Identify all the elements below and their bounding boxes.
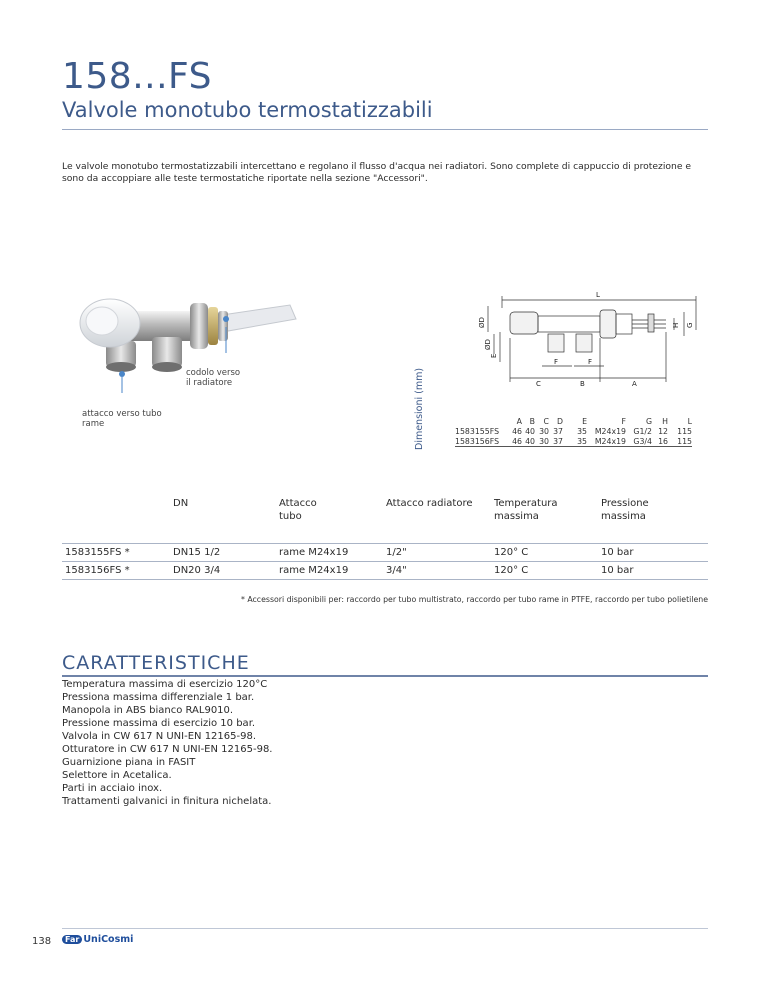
spec-header-press-line2: massima: [601, 511, 646, 522]
spec-header-press-line1: Pressione: [601, 498, 649, 509]
spec-cell-temp: 120° C: [494, 547, 529, 558]
spec-header-temp-line2: massima: [494, 511, 539, 522]
spec-cell-tubo: rame M24x19: [279, 547, 349, 558]
spec-cell-code: 1583155FS *: [65, 547, 130, 558]
dims-cell: G1/2: [633, 426, 652, 436]
dimensions-header-row: [455, 416, 692, 426]
dim-letter-E: E: [490, 353, 498, 358]
dims-row: [455, 426, 692, 436]
dims-cell: 1583155FS: [455, 426, 500, 436]
dims-cell: 35: [563, 436, 587, 447]
spec-cell-tubo: rame M24x19: [279, 565, 349, 576]
dims-cell: M24x19: [587, 436, 626, 447]
dims-cell: 16: [652, 436, 668, 447]
dims-header-F: F: [621, 416, 626, 426]
dims-cell: 46: [505, 436, 522, 447]
dims-cell: 37: [549, 436, 563, 447]
dims-cell: 40: [525, 426, 535, 436]
spec-header-tubo-line1: Attacco: [279, 498, 317, 509]
feature-item: Parti in acciaio inox.: [62, 783, 163, 794]
dims-header-E: E: [582, 416, 587, 426]
features-title: CARATTERISTICHE: [62, 652, 250, 674]
dim-letter-G: G: [686, 322, 694, 328]
dims-cell: 115: [668, 436, 692, 447]
dim-letter-C: C: [536, 380, 541, 388]
feature-item: Selettore in Acetalica.: [62, 770, 172, 781]
brand-logo: [62, 934, 133, 945]
spec-cell-code: 1583156FS *: [65, 565, 130, 576]
callout-radiator-line2: il radiatore: [186, 378, 233, 388]
intro-paragraph: Le valvole monotubo termostatizzabili intercettano e regolano il flusso d'acqua nei radiatori. Sono complete di cappuccio di protezione e sono da accoppiare alle teste termostatiche riportate nella sezione "Accessori".: [62, 161, 692, 184]
dimensions-label-text: Dimensioni (mm): [414, 367, 425, 450]
spec-cell-press: 10 bar: [601, 547, 634, 558]
dims-header-A: A: [516, 416, 522, 426]
callout-pipe: [82, 409, 162, 429]
dims-cell: 1583156FS: [455, 436, 505, 447]
dimensions-label: [414, 300, 428, 450]
dims-header-G: G: [645, 416, 652, 426]
spec-row: [62, 544, 708, 562]
spec-cell-radiatore: 3/4": [386, 565, 407, 576]
page-number: 138: [32, 936, 52, 947]
feature-item: Valvola in CW 617 N UNI-EN 12165-98.: [62, 731, 257, 742]
product-subtitle: Valvole monotubo termostatizzabili: [62, 98, 433, 122]
feature-item: Pressione massima di esercizio 10 bar.: [62, 718, 256, 729]
dim-letter-L: L: [596, 291, 600, 299]
spec-header-temp: [494, 497, 558, 523]
spec-cell-dn: DN15 1/2: [173, 547, 221, 558]
product-code-title: 158...FS: [62, 56, 212, 97]
spec-cell-press: 10 bar: [601, 565, 634, 576]
dims-header-D: D: [556, 416, 563, 426]
feature-item: Manopola in ABS bianco RAL9010.: [62, 705, 234, 716]
features-list: [62, 678, 272, 808]
spec-header-dn: DN: [173, 498, 189, 509]
dims-header-L: L: [687, 416, 692, 426]
dims-cell: 115: [677, 426, 692, 436]
spec-cell-temp: 120° C: [494, 565, 529, 576]
feature-item: Trattamenti galvanici in finitura nichelata.: [62, 796, 272, 807]
callout-radiator: [186, 368, 240, 388]
brand-logo-badge: Far: [62, 935, 82, 944]
callout-pipe-line1: attacco verso tubo: [82, 409, 162, 419]
dims-header-B: B: [529, 416, 535, 426]
dims-cell: 40: [522, 436, 535, 447]
brand-logo-text: UniCosmi: [83, 934, 134, 945]
dims-cell: M24x19: [594, 426, 626, 436]
technical-drawing: [470, 288, 705, 388]
callout-radiator-line1: codolo verso: [186, 368, 241, 378]
footer-divider: [62, 928, 708, 929]
features-divider: [62, 675, 708, 677]
feature-item: Otturatore in CW 617 N UNI-EN 12165-98.: [62, 744, 273, 755]
dims-cell: 37: [553, 426, 563, 436]
dims-cell: 12: [658, 426, 668, 436]
spec-footnote: * Accessori disponibili per: raccordo per tubo multistrato, raccordo per tubo rame in PTFE, raccordo per tubo polietilene: [240, 595, 708, 604]
spec-header-tubo: [279, 497, 317, 523]
title-divider: [62, 129, 708, 130]
dim-letter-F2: F: [588, 358, 593, 366]
dim-letter-B: B: [580, 380, 585, 388]
feature-item: Guarnizione piana in FASIT: [62, 757, 196, 768]
spec-header-tubo-line2: tubo: [279, 511, 302, 522]
dims-row: [455, 436, 692, 447]
callout-pipe-line2: rame: [82, 419, 105, 429]
spec-header-radiatore: Attacco radiatore: [386, 498, 473, 509]
dim-letter-OD-top: ØD: [478, 317, 486, 328]
spec-cell-radiatore: 1/2": [386, 547, 407, 558]
spec-header-press: [601, 497, 649, 523]
dim-letter-OD-bottom: ØD: [484, 339, 492, 350]
dims-cell: 46: [512, 426, 522, 436]
dims-header-code: [455, 416, 505, 426]
dims-header-H: H: [662, 416, 668, 426]
feature-item: Temperatura massima di esercizio 120°C: [62, 679, 268, 690]
dims-header-C: C: [543, 416, 549, 426]
dims-cell: 35: [577, 426, 587, 436]
dim-letter-H: H: [672, 322, 680, 328]
spec-header-temp-line1: Temperatura: [494, 498, 558, 509]
spec-cell-dn: DN20 3/4: [173, 565, 221, 576]
dims-cell: 30: [535, 436, 549, 447]
spec-row: [62, 562, 708, 580]
dims-cell: 30: [539, 426, 549, 436]
feature-item: Pressiona massima differenziale 1 bar.: [62, 692, 255, 703]
dimensions-table: [455, 416, 692, 447]
dim-letter-A: A: [632, 380, 637, 388]
dim-letter-F1: F: [554, 358, 559, 366]
dims-cell: G3/4: [626, 436, 652, 447]
